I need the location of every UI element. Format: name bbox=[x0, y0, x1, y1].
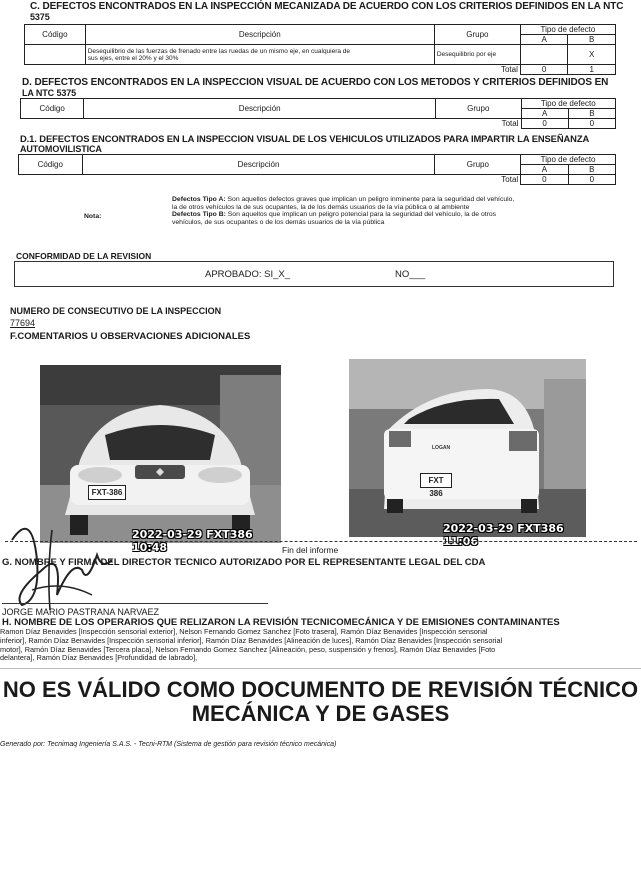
note-type-b-label: Defectos Tipo B: bbox=[172, 211, 226, 219]
end-report-label: Fin del informe bbox=[282, 545, 339, 555]
section-c-title bbox=[30, 2, 623, 22]
col-type-header: Tipo de defecto bbox=[521, 155, 616, 165]
total-b: 1 bbox=[568, 65, 616, 75]
rear-vehicle-photo bbox=[349, 359, 586, 548]
section-h-title: H. NOMBRE DE LOS OPERARIOS QUE RELIZARON LA REVISIÓN TECNICOMECÁNICA Y DE EMISIONES CONTAMINANTES bbox=[2, 617, 560, 628]
col-b-header: B bbox=[568, 109, 615, 119]
section-g-title: G. NOMBRE Y FIRMA DEL DIRECTOR TECNICO AUTORIZADO POR EL REPRESENTANTE LEGAL DEL CDA bbox=[2, 557, 486, 568]
generated-by: Generado por: Tecnimaq Ingeniería S.A.S. - Tecni-RTM (Sistema de gestión para revisión técnico mecánica) bbox=[0, 741, 337, 748]
divider bbox=[0, 668, 641, 669]
rear-photo-timestamp: 2022-03-29 FXT386 11:06 bbox=[443, 522, 564, 548]
section-d1-title-line2: AUTOMOVILISTICA bbox=[20, 144, 102, 154]
rear-license-plate: FXT 386 bbox=[420, 473, 452, 488]
col-desc-header: Descripción bbox=[85, 25, 434, 45]
note-label: Nota: bbox=[84, 213, 102, 220]
front-license-plate: FXT-386 bbox=[88, 485, 126, 500]
col-type-header: Tipo de defecto bbox=[520, 25, 615, 35]
col-type-header: Tipo de defecto bbox=[521, 99, 616, 109]
col-code-header: Código bbox=[21, 99, 84, 119]
total-a: 0 bbox=[520, 65, 568, 75]
rear-car-illustration bbox=[349, 359, 586, 537]
signature-line bbox=[2, 603, 268, 604]
row-desc-line1: Desequilibrio de las fuerzas de frenado entre las ruedas de un mismo eje, en cualquiera de bbox=[87, 47, 351, 55]
col-group-header: Grupo bbox=[435, 155, 521, 175]
not-approved-value: NO___ bbox=[395, 269, 426, 280]
section-d1-table bbox=[18, 154, 616, 185]
section-d-title-line1: D. DEFECTOS ENCONTRADOS EN LA INSPECCION VISUAL DE ACUERDO CON LOS METODOS Y CRITERIOS DEFINIDOS EN bbox=[22, 77, 609, 88]
col-b-header: B bbox=[568, 35, 616, 45]
section-d-title bbox=[22, 78, 608, 98]
section-d-table bbox=[20, 98, 616, 129]
note-type-b-text: Son aquellos que implican un peligro potencial para la seguridad del vehículo, la de otros bbox=[225, 211, 497, 219]
col-a-header: A bbox=[521, 165, 568, 175]
note-type-a-text: Son aquellos defectos graves que implican un peligro inminente para la seguridad del vehículo, bbox=[225, 196, 515, 203]
note-type-a-line2: la de otros vehículos la de sus ocupantes, la de los demás usuarios de la vía pública o al ambiente bbox=[172, 203, 470, 211]
total-label: Total bbox=[19, 175, 521, 185]
col-b-header: B bbox=[568, 165, 615, 175]
section-d1-title bbox=[20, 134, 589, 154]
row-desc-cell bbox=[85, 45, 434, 65]
conformity-title: CONFORMIDAD DE LA REVISION bbox=[16, 251, 152, 261]
total-b: 0 bbox=[568, 119, 615, 129]
section-c-title-line1: C. DEFECTOS ENCONTRADOS EN LA INSPECCIÓN MECANIZADA DE ACUERDO CON LOS CRITERIOS DEFINIDOS EN LA NTC bbox=[30, 1, 624, 12]
operators-list bbox=[0, 628, 640, 663]
col-code-header: Código bbox=[19, 155, 83, 175]
operators-line4: delantera], Ramón Díaz Benavides [Profundidad de labrado], bbox=[0, 653, 198, 663]
comments-title: F.COMENTARIOS U OBSERVACIONES ADICIONALES bbox=[10, 331, 251, 342]
total-label: Total bbox=[21, 119, 522, 129]
col-code-header: Código bbox=[25, 25, 86, 45]
section-c-title-line2: 5375 bbox=[30, 12, 50, 22]
note-type-a-label: Defectos Tipo A: bbox=[172, 196, 226, 203]
col-group-header: Grupo bbox=[436, 99, 521, 119]
row-b-cell: X bbox=[568, 45, 616, 65]
note-type-b-line2: vehículos, de sus ocupantes o de los demás usuarios de la vía pública bbox=[172, 218, 385, 226]
operators-line2: inferior], Ramón Díaz Benavides [Inspección sensorial inferior], Ramón Díaz Benavides [Alineación de luces], Ramón Díaz Benavides [Inspección sensorial bbox=[0, 635, 503, 645]
note-type-a bbox=[172, 196, 622, 204]
col-desc-header: Descripción bbox=[84, 99, 436, 119]
operators-line1: Ramon Díaz Benavides [Inspección sensorial exterior], Nelson Fernando Gomez Sanchez [Foto trasera], Ramón Díaz Benavides [Inspección sensorial bbox=[0, 627, 488, 636]
warning-line1: NO ES VÁLIDO COMO DOCUMENTO DE REVISIÓN TÉCNICO bbox=[2, 677, 639, 702]
operators-line3: motor], Ramón Díaz Benavides [Tercera placa], Nelson Fernando Gomez Sanchez [Alineación, peso, suspensión y frenos], Ramón Díaz Benavides [Foto bbox=[0, 644, 496, 654]
row-desc-line2: sus ejes, entre el 20% y el 30% bbox=[87, 54, 179, 62]
total-label: Total bbox=[25, 65, 521, 75]
row-group-cell: Desequilibrio por eje bbox=[434, 45, 520, 65]
row-a-cell bbox=[520, 45, 568, 65]
warning-line2: MECÁNICA Y DE GASES bbox=[191, 701, 450, 726]
conformity-box bbox=[14, 261, 614, 287]
consecutive-value: 77694 bbox=[10, 318, 36, 328]
col-a-header: A bbox=[521, 109, 568, 119]
total-a: 0 bbox=[521, 119, 568, 129]
section-c-table bbox=[24, 24, 616, 75]
col-group-header: Grupo bbox=[434, 25, 520, 45]
section-d1-title-line1: D.1. DEFECTOS ENCONTRADOS EN LA INSPECCION VISUAL DE LOS VEHICULOS UTILIZADOS PARA IMPARTIR LA ENSEÑANZA bbox=[20, 133, 590, 144]
note-type-b bbox=[172, 211, 622, 219]
row-code-cell bbox=[25, 45, 86, 65]
director-name: JORGE MARIO PASTRANA NARVAEZ bbox=[2, 607, 160, 617]
approved-value: APROBADO: SI_X_ bbox=[205, 269, 291, 280]
section-d-title-line2: LA NTC 5375 bbox=[22, 88, 77, 98]
col-desc-header: Descripción bbox=[82, 155, 435, 175]
total-a: 0 bbox=[521, 175, 568, 185]
rear-brand-label: LOGAN bbox=[432, 445, 451, 451]
invalid-document-warning bbox=[0, 678, 641, 726]
total-b: 0 bbox=[568, 175, 615, 185]
director-signature bbox=[2, 500, 122, 620]
col-a-header: A bbox=[520, 35, 568, 45]
front-photo-timestamp: 2022-03-29 FXT386 10:48 bbox=[132, 528, 253, 554]
consecutive-title: NUMERO DE CONSECUTIVO DE LA INSPECCION bbox=[10, 306, 222, 316]
note-text bbox=[172, 196, 622, 226]
